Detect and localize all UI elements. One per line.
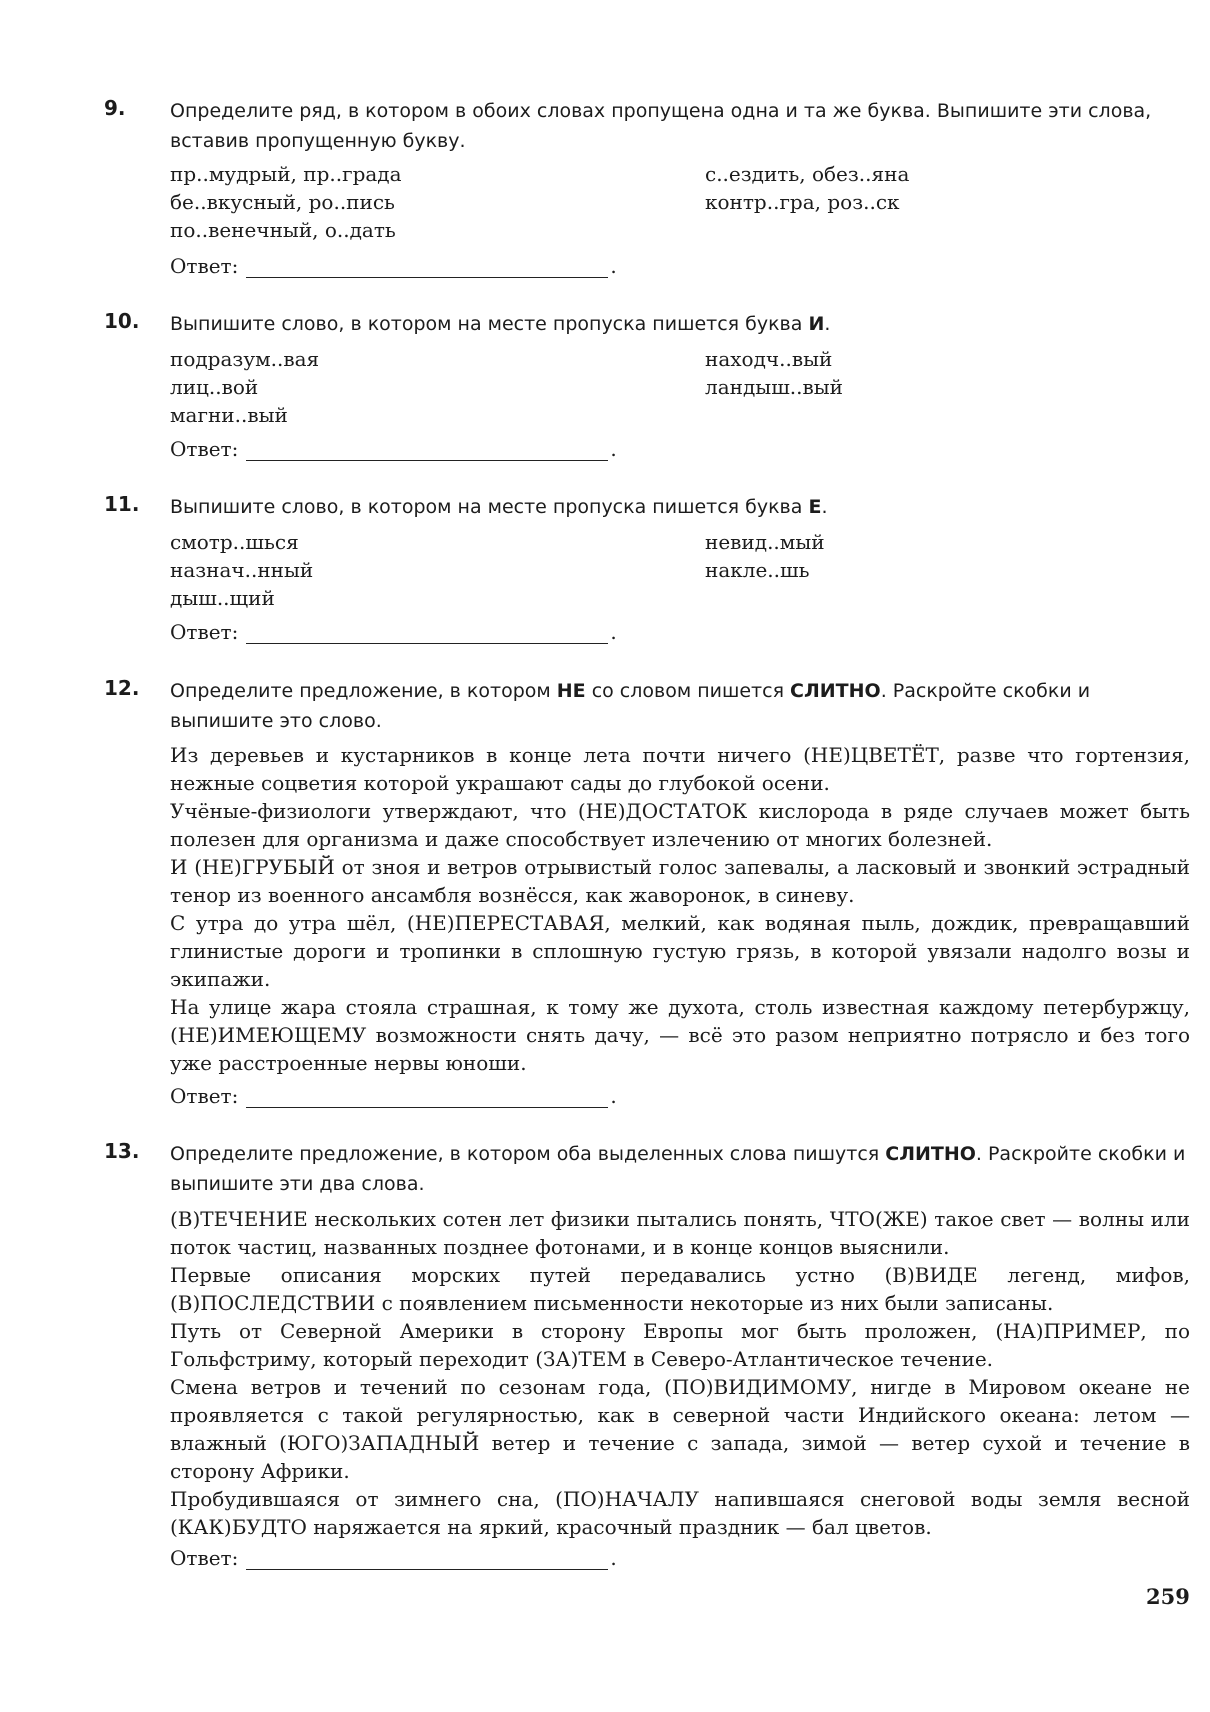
option: бе..вкусный, ро..пись [170, 190, 395, 214]
task-number: 13. [104, 1139, 140, 1163]
task-10-options [170, 345, 1190, 429]
task-instruction: Выпишите слово, в котором на месте пропуска пишется буква Е. [170, 496, 828, 518]
option: с..ездить, обез..яна [705, 162, 910, 186]
sentence: С утра до утра шёл, (НЕ)ПЕРЕСТАВАЯ, мелкий, как водяная пыль, дождик, превращавший глинистые дороги и тропинки в сплошную густую грязь, в которой увязали надолго возы и экипажи. [170, 911, 1190, 991]
sentence: (В)ТЕЧЕНИЕ нескольких сотен лет физики пытались понять, ЧТО(ЖЕ) такое свет — волны или поток частиц, названных позднее фотонами, и в конце концов выяснили. [170, 1207, 1190, 1259]
answer-field[interactable] [246, 1087, 608, 1108]
answer-end: . [610, 1546, 617, 1570]
task-instruction: Выпишите слово, в котором на месте пропуска пишется буква И. [170, 313, 831, 335]
answer-field[interactable] [246, 440, 608, 461]
sentence: Из деревьев и кустарников в конце лета почти ничего (НЕ)ЦВЕТЁТ, разве что гортензия, нежные соцветия которой украшают сады до глубокой осени. [170, 743, 1190, 795]
sentence: Первые описания морских путей передавались устно (В)ВИДЕ легенд, мифов, (В)ПОСЛЕДСТВИИ с появлением письменности некоторые из них были записаны. [170, 1263, 1190, 1315]
task-number: 10. [104, 309, 140, 333]
answer-label: Ответ: [170, 1546, 239, 1570]
task-12-answer [170, 1084, 617, 1108]
task-13-answer [170, 1546, 617, 1570]
answer-label: Ответ: [170, 620, 239, 644]
option: назнач..нный [170, 558, 314, 582]
sentence: И (НЕ)ГРУБЫЙ от зноя и ветров отрывистый голос запевалы, а ласковый и звонкий эстрадный тенор из военного ансамбля вознёсся, как жаворонок, в синеву. [170, 855, 1190, 907]
option: невид..мый [705, 530, 825, 554]
task-instruction: Определите предложение, в котором НЕ со словом пишется СЛИТНО. Раскройте скобки и выпишите это слово. [170, 680, 1091, 732]
task-12-sentences [170, 741, 1190, 1077]
sentence: На улице жара стояла страшная, к тому же духота, столь известная каждому петербуржцу, (НЕ)ИМЕЮЩЕМУ возможности снять дачу, — всё это разом неприятно потрясло и без того уже расстроенные нервы юноши. [170, 995, 1190, 1075]
task-number: 9. [104, 96, 126, 120]
answer-field[interactable] [246, 257, 608, 278]
task-11-options [170, 528, 1190, 612]
task-number: 12. [104, 676, 140, 700]
option: по..венечный, о..дать [170, 218, 396, 242]
page-number: 259 [1146, 1584, 1190, 1609]
answer-end: . [610, 254, 617, 278]
answer-end: . [610, 437, 617, 461]
option: магни..вый [170, 403, 288, 427]
option: находч..вый [705, 347, 833, 371]
task-instruction: Определите предложение, в котором оба выделенных слова пишутся СЛИТНО. Раскройте скобки и выпишите эти два слова. [170, 1143, 1186, 1195]
answer-field[interactable] [246, 1549, 608, 1570]
answer-end: . [610, 1084, 617, 1108]
task-9-options [170, 160, 1190, 244]
option: смотр..шься [170, 530, 299, 554]
sentence: Путь от Северной Америки в сторону Европы мог быть проложен, (НА)ПРИМЕР, по Гольфстриму, который переходит (ЗА)ТЕМ в Северо-Атлантическое течение. [170, 1319, 1190, 1371]
task-number: 11. [104, 492, 140, 516]
option: накле..шь [705, 558, 810, 582]
answer-field[interactable] [246, 623, 608, 644]
task-11-answer [170, 620, 617, 644]
option: подразум..вая [170, 347, 320, 371]
sentence: Смена ветров и течений по сезонам года, (ПО)ВИДИМОМУ, нигде в Мировом океане не проявляется с такой регулярностью, как в северной части Индийского океана: летом — влажный (ЮГО)ЗАПАДНЫЙ ветер и течение с запада, зимой — ветер сухой и течение в сторону Африки. [170, 1375, 1190, 1483]
task-13-sentences [170, 1205, 1190, 1541]
task-9-answer [170, 254, 617, 278]
task-10-answer [170, 437, 617, 461]
sentence: Учёные-физиологи утверждают, что (НЕ)ДОСТАТОК кислорода в ряде случаев может быть полезен для организма и даже способствует излечению от многих болезней. [170, 799, 1190, 851]
answer-label: Ответ: [170, 1084, 239, 1108]
task-instruction: Определите ряд, в котором в обоих словах пропущена одна и та же буква. Выпишите эти слова, вставив пропущенную букву. [170, 100, 1152, 152]
option: пр..мудрый, пр..града [170, 162, 402, 186]
answer-label: Ответ: [170, 254, 239, 278]
option: лиц..вой [170, 375, 259, 399]
sentence: Пробудившаяся от зимнего сна, (ПО)НАЧАЛУ напившаяся снеговой воды земля весной (КАК)БУДТО наряжается на яркий, красочный праздник — бал цветов. [170, 1487, 1190, 1539]
answer-label: Ответ: [170, 437, 239, 461]
answer-end: . [610, 620, 617, 644]
option: дыш..щий [170, 586, 275, 610]
option: контр..гра, роз..ск [705, 190, 900, 214]
option: ландыш..вый [705, 375, 844, 399]
